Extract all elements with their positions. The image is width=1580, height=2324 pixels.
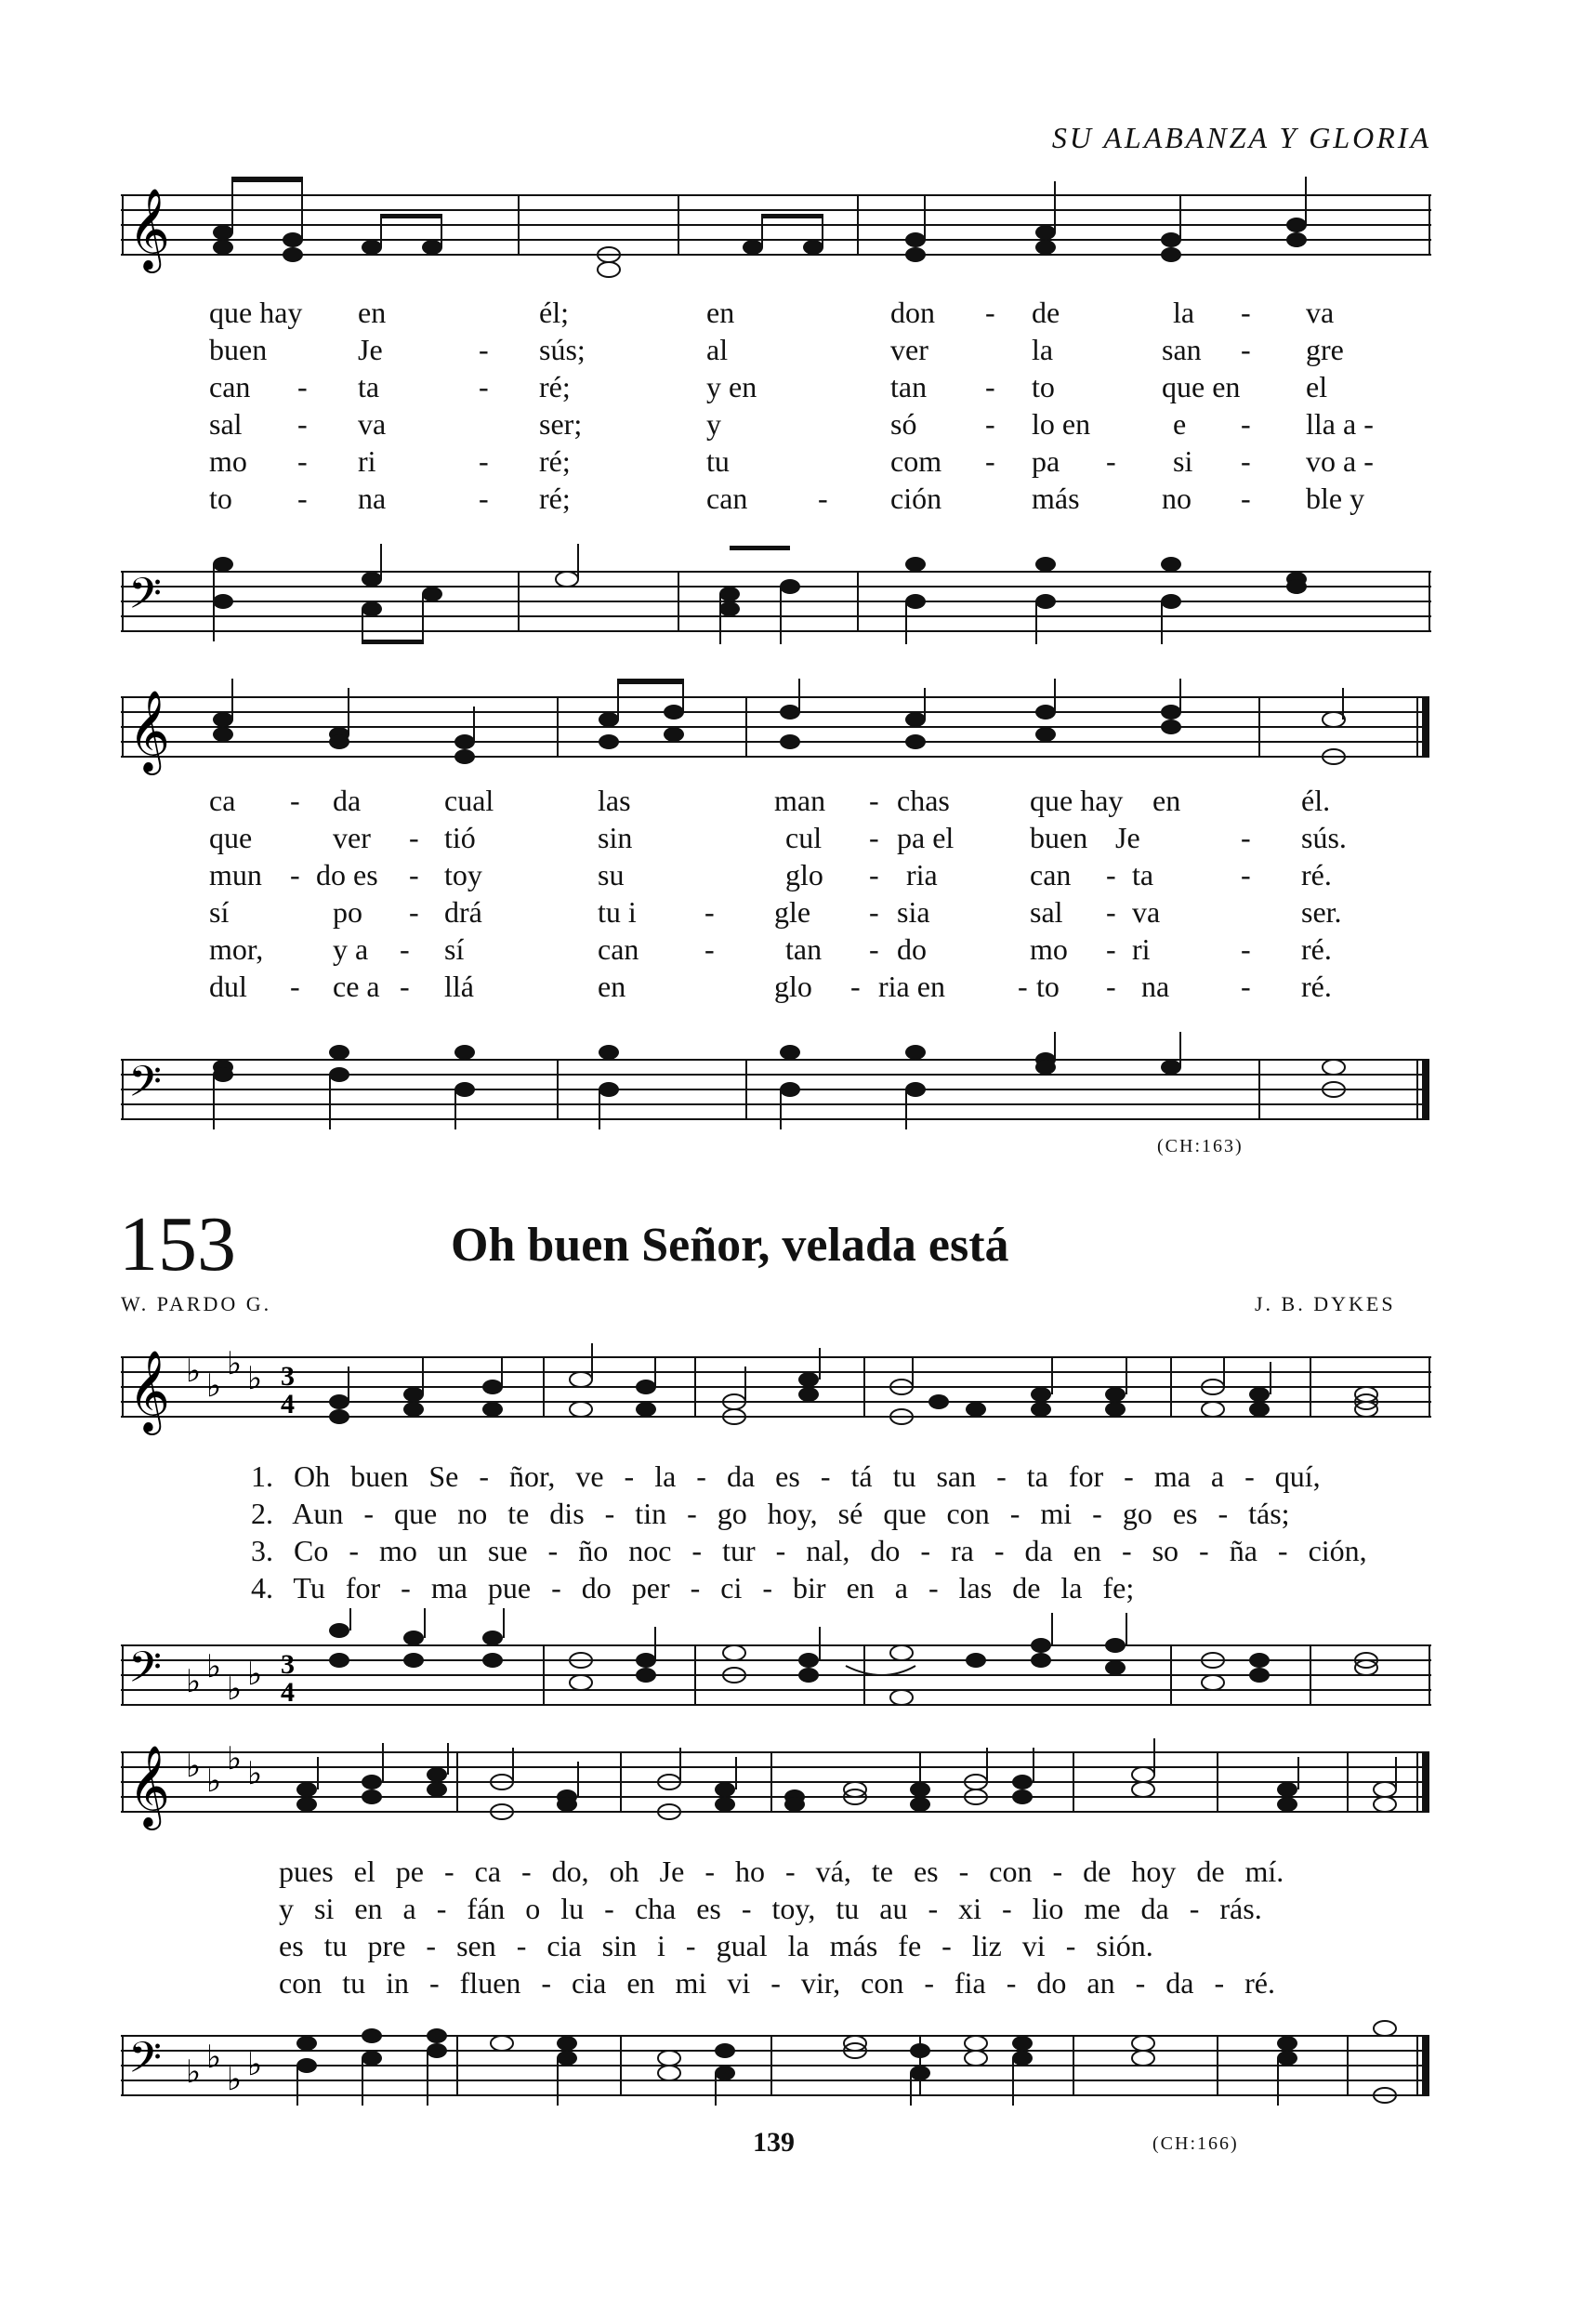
lyric-line: só <box>890 407 917 441</box>
lyric-line: - <box>985 296 995 329</box>
lyric-line: na <box>1141 970 1170 1003</box>
lyric-line: sin <box>598 821 633 854</box>
svg-text:𝄢: 𝄢 <box>128 2033 163 2093</box>
lyric-line: ción <box>890 482 942 515</box>
lyric-line: to <box>209 482 232 515</box>
svg-text:𝄞: 𝄞 <box>128 1349 170 1432</box>
lyric-line: la <box>1173 296 1195 329</box>
lyric-line: do es <box>316 858 378 891</box>
lyric-line: - <box>1106 895 1116 929</box>
lyric-line: don <box>890 296 935 329</box>
lyric-line: ce a <box>333 970 380 1003</box>
lyric-line: - <box>1018 970 1028 1003</box>
lyric-line: Je <box>358 333 383 366</box>
lyric-line: com <box>890 444 942 478</box>
svg-text:♭: ♭ <box>206 2040 222 2075</box>
lyric-line: las <box>598 784 631 817</box>
lyric-line: - <box>869 932 879 966</box>
lyric-line: ser; <box>539 407 583 441</box>
svg-text:3: 3 <box>281 1649 295 1680</box>
lyric-line: ré. <box>1301 858 1332 891</box>
lyric-line: ri <box>358 444 376 478</box>
lyric-line: - <box>479 444 489 478</box>
svg-text:♭: ♭ <box>186 1665 202 1699</box>
lyric-line: glo <box>774 970 812 1003</box>
lyric-line: va <box>358 407 387 441</box>
lyric-line: cul <box>785 821 823 854</box>
lyric-verse-3: 3. Co - mo un sue - ño noc - tur - nal, do - ra - da en - so - ña - ción, <box>251 1534 1367 1567</box>
lyric-line: pa el <box>897 821 955 854</box>
lyric-line: sal <box>1030 895 1063 929</box>
treble-staff-a2 <box>121 679 1441 790</box>
svg-text:♭: ♭ <box>186 2055 202 2090</box>
lyric-line: lo en <box>1032 407 1091 441</box>
lyric-line: lla a - <box>1306 407 1374 441</box>
lyric-line: - <box>1241 482 1251 515</box>
lyric-line: - <box>869 784 879 817</box>
lyric-verse-4: con tu in - fluen - cia en mi vi - vir, con - fia - do an - da - ré. <box>279 1966 1275 2000</box>
bass-staff-b2 <box>121 1999 1441 2110</box>
lyric-line: ver <box>890 333 928 366</box>
lyric-line: al <box>706 333 729 366</box>
hymn-number: 153 <box>119 1201 236 1287</box>
lyric-line: do <box>897 932 927 966</box>
lyric-verse-1: pues el pe - ca - do, oh Je - ho - vá, te es - con - de hoy de mí. <box>279 1855 1284 1888</box>
lyric-line: - <box>1106 444 1116 478</box>
lyric-line: - <box>985 370 995 403</box>
svg-text:♭: ♭ <box>227 2063 243 2097</box>
lyric-line: - <box>704 932 715 966</box>
lyric-line: - <box>1106 858 1116 891</box>
lyric-line: mor, <box>209 932 264 966</box>
lyric-line: ta <box>1132 858 1154 891</box>
lyric-line: en <box>1152 784 1181 817</box>
lyric-line: sús. <box>1301 821 1347 854</box>
svg-text:𝄢: 𝄢 <box>128 1057 163 1117</box>
lyric-line: - <box>479 333 489 366</box>
lyric-line: tió <box>444 821 476 854</box>
svg-text:𝄞: 𝄞 <box>128 689 170 772</box>
lyric-line: ser. <box>1301 895 1342 929</box>
lyric-line: va <box>1132 895 1161 929</box>
lyric-line: que hay <box>1030 784 1124 817</box>
section-header: SU ALABANZA Y GLORIA <box>1051 121 1431 154</box>
lyric-line: buen <box>209 333 268 366</box>
lyric-line: ré; <box>539 444 571 478</box>
lyric-line: - <box>985 444 995 478</box>
lyric-line: to <box>1032 370 1055 403</box>
lyric-line: gre <box>1306 333 1344 366</box>
lyric-verse-1: 1. Oh buen Se - ñor, ve - la - da es - tá tu san - ta for - ma a - quí, <box>251 1459 1321 1493</box>
lyric-line: - <box>290 784 300 817</box>
bass-staff-b1 <box>121 1608 1441 1720</box>
svg-text:4: 4 <box>281 1389 295 1419</box>
lyric-line: ria en <box>878 970 945 1003</box>
lyric-line: - <box>1106 932 1116 966</box>
hymn-reference: (CH:163) <box>1157 1136 1244 1156</box>
lyric-line: san <box>1162 333 1202 366</box>
lyric-line: - <box>1241 444 1251 478</box>
lyric-line: chas <box>897 784 950 817</box>
treble-staff-b1 <box>121 1339 1441 1450</box>
svg-text:♭: ♭ <box>206 1369 222 1404</box>
lyric-line: sús; <box>539 333 586 366</box>
lyric-line: mo <box>1030 932 1068 966</box>
lyric-line: su <box>598 858 625 891</box>
lyric-line: él. <box>1301 784 1331 817</box>
lyric-line: tan <box>785 932 823 966</box>
lyric-line: - <box>297 407 308 441</box>
lyric-line: buen <box>1030 821 1088 854</box>
lyric-line: sia <box>897 895 930 929</box>
lyric-line: y <box>706 407 721 441</box>
lyric-line: ria <box>906 858 938 891</box>
lyric-line: can <box>209 370 251 403</box>
lyric-line: - <box>297 482 308 515</box>
lyric-verse-2: 2. Aun - que no te dis - tin - go hoy, sé que con - mi - go es - tás; <box>251 1497 1290 1530</box>
lyric-line: glo <box>785 858 823 891</box>
lyric-line: can <box>1030 858 1072 891</box>
svg-text:♭: ♭ <box>206 1650 222 1684</box>
lyric-line: - <box>409 821 419 854</box>
lyric-line: sal <box>209 407 243 441</box>
lyric-line: llá <box>444 970 474 1003</box>
lyric-line: - <box>869 858 879 891</box>
bass-staff-a2 <box>121 1023 1441 1134</box>
lyric-line: en <box>706 296 735 329</box>
page-number: 139 <box>753 2127 795 2158</box>
treble-staff-a1 <box>121 177 1441 288</box>
treble-staff-b2 <box>121 1734 1441 1845</box>
lyric-line: - <box>400 970 410 1003</box>
lyric-line: tu <box>706 444 730 478</box>
svg-text:4: 4 <box>281 1677 295 1708</box>
lyric-line: él; <box>539 296 569 329</box>
lyric-line: - <box>409 858 419 891</box>
lyric-line: drá <box>444 895 482 929</box>
svg-text:3: 3 <box>281 1361 295 1392</box>
lyric-verse-4: 4. Tu for - ma pue - do per - ci - bir en a - las de la fe; <box>251 1571 1135 1604</box>
lyric-line: ré. <box>1301 970 1332 1003</box>
lyric-line: - <box>297 444 308 478</box>
lyric-line: e <box>1173 407 1187 441</box>
lyric-line: to <box>1036 970 1060 1003</box>
lyric-line: que <box>209 821 253 854</box>
svg-text:𝄢: 𝄢 <box>128 569 163 629</box>
lyric-line: - <box>985 407 995 441</box>
lyric-line: más <box>1032 482 1080 515</box>
hymn-title: Oh buen Señor, velada está <box>451 1219 1009 1272</box>
hymn-author: W. PARDO G. <box>121 1292 272 1315</box>
lyric-line: - <box>1241 970 1251 1003</box>
lyric-line: en <box>598 970 626 1003</box>
lyric-line: y a <box>333 932 369 966</box>
svg-text:♭: ♭ <box>247 1657 263 1692</box>
svg-text:♭: ♭ <box>186 1354 202 1389</box>
hymn-reference: (CH:166) <box>1152 2133 1239 2154</box>
svg-text:𝄞: 𝄞 <box>128 187 170 270</box>
lyric-line: ri <box>1132 932 1151 966</box>
lyric-line: en <box>358 296 387 329</box>
lyric-line: el <box>1306 370 1328 403</box>
lyric-line: mo <box>209 444 247 478</box>
lyric-line: - <box>1241 932 1251 966</box>
lyric-line: Je <box>1115 821 1140 854</box>
lyric-line: tu i <box>598 895 637 929</box>
lyric-line: - <box>869 821 879 854</box>
svg-text:♭: ♭ <box>247 1362 263 1396</box>
lyric-line: - <box>818 482 828 515</box>
lyric-line: ta <box>358 370 380 403</box>
lyric-line: ré. <box>1301 932 1332 966</box>
svg-text:♭: ♭ <box>247 2048 263 2082</box>
lyric-line: la <box>1032 333 1054 366</box>
lyric-line: ble y <box>1306 482 1365 515</box>
lyric-line: da <box>333 784 362 817</box>
lyric-line: mun <box>209 858 262 891</box>
hymn-composer: J. B. DYKES <box>1255 1292 1396 1315</box>
svg-text:𝄢: 𝄢 <box>128 1643 163 1703</box>
lyric-line: ré; <box>539 482 571 515</box>
lyric-line: - <box>1241 858 1251 891</box>
lyric-line: gle <box>774 895 811 929</box>
lyric-line: - <box>297 370 308 403</box>
lyric-verse-2: y si en a - fán o lu - cha es - toy, tu au - xi - lio me da - rás. <box>279 1892 1262 1925</box>
lyric-line: pa <box>1032 444 1060 478</box>
lyric-line: tan <box>890 370 928 403</box>
svg-text:♭: ♭ <box>227 1672 243 1707</box>
lyric-line: - <box>479 370 489 403</box>
lyric-line: - <box>850 970 861 1003</box>
lyric-line: - <box>1241 821 1251 854</box>
lyric-line: - <box>869 895 879 929</box>
lyric-line: - <box>1241 296 1251 329</box>
lyric-line: toy <box>444 858 482 891</box>
lyric-line: - <box>290 858 300 891</box>
svg-text:♭: ♭ <box>186 1750 202 1784</box>
lyric-line: ca <box>209 784 236 817</box>
lyric-line: man <box>774 784 826 817</box>
bass-staff-a1 <box>121 535 1441 646</box>
lyric-line: va <box>1306 296 1335 329</box>
lyric-line: can <box>706 482 748 515</box>
lyric-line: ré; <box>539 370 571 403</box>
lyric-verse-3: es tu pre - sen - cia sin i - gual la más fe - liz vi - sión. <box>279 1929 1153 1962</box>
lyric-line: na <box>358 482 387 515</box>
lyric-line: que hay <box>209 296 303 329</box>
svg-text:♭: ♭ <box>227 1742 243 1776</box>
lyric-line: dul <box>209 970 247 1003</box>
lyric-line: cual <box>444 784 494 817</box>
lyric-line: - <box>1241 333 1251 366</box>
lyric-line: - <box>1241 407 1251 441</box>
lyric-line: - <box>290 970 300 1003</box>
svg-text:♭: ♭ <box>247 1757 263 1791</box>
lyric-line: - <box>479 482 489 515</box>
lyric-line: sí <box>209 895 230 929</box>
lyric-line: - <box>400 932 410 966</box>
lyric-line: - <box>1106 970 1116 1003</box>
lyric-line: vo a - <box>1306 444 1374 478</box>
lyric-line: que en <box>1162 370 1241 403</box>
lyric-line: y en <box>706 370 757 403</box>
lyric-line: no <box>1162 482 1192 515</box>
lyric-line: can <box>598 932 639 966</box>
svg-text:♭: ♭ <box>227 1347 243 1381</box>
lyric-line: - <box>704 895 715 929</box>
lyric-line: si <box>1173 444 1193 478</box>
lyric-line: ver <box>333 821 371 854</box>
lyric-line: sí <box>444 932 465 966</box>
svg-text:♭: ♭ <box>206 1764 222 1799</box>
svg-text:𝄞: 𝄞 <box>128 1744 170 1827</box>
lyric-line: de <box>1032 296 1060 329</box>
lyric-line: - <box>409 895 419 929</box>
lyric-line: po <box>333 895 362 929</box>
